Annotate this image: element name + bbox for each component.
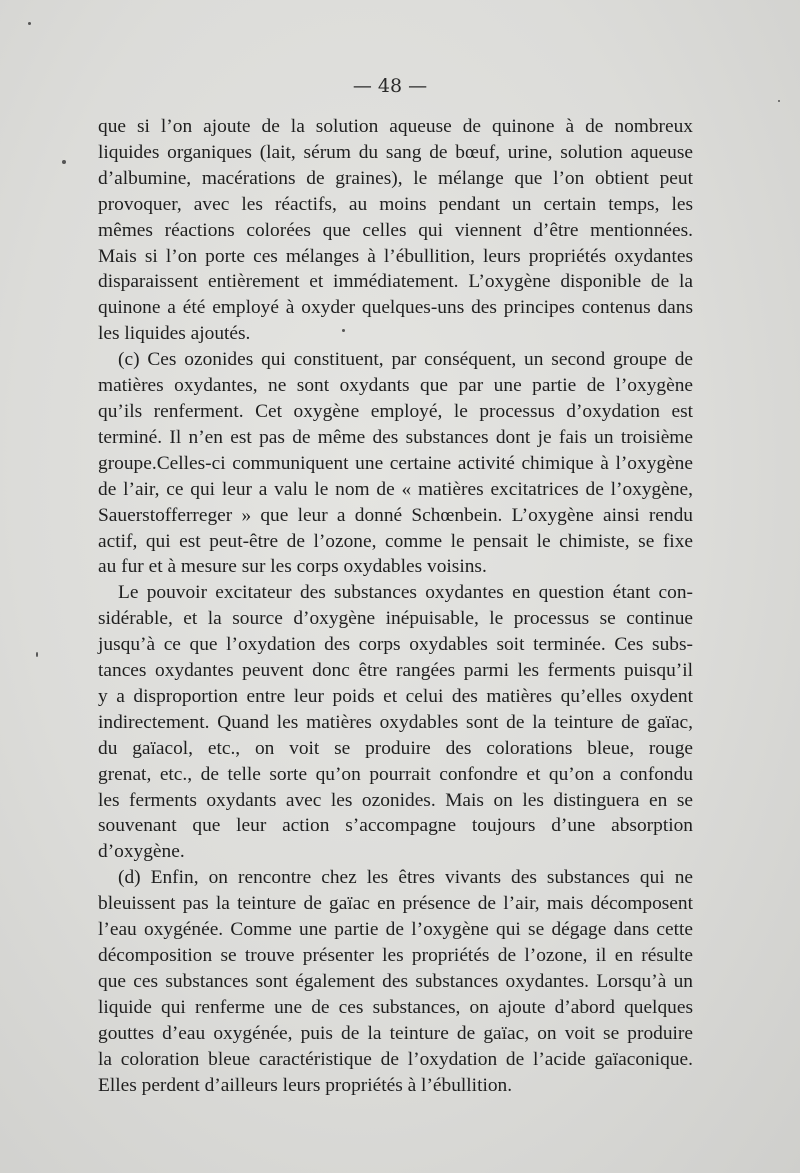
text-line: grenat, etc., de telle sorte qu’on pourrait confondre et qu’on a confondu xyxy=(98,763,693,785)
ink-speck xyxy=(62,160,66,164)
text-line: liquide qui renferme une de ces substances, on ajoute d’abord quelques xyxy=(98,996,693,1018)
text-line: y a disproportion entre leur poids et celui des matières qu’elles oxydent xyxy=(98,685,693,707)
ink-speck xyxy=(36,652,38,657)
text-line: quinone a été employé à oxyder quelques-uns des principes contenus dans xyxy=(98,297,693,319)
text-line: terminé. Il n’en est pas de même des substances dont je fais un troisième xyxy=(98,426,693,448)
text-line: jusqu’à ce que l’oxydation des corps oxydables soit terminée. Ces subs- xyxy=(98,634,693,656)
text-line: Le pouvoir excitateur des substances oxydantes en question étant con- xyxy=(118,582,693,604)
text-line: l’eau oxygénée. Comme une partie de l’oxygène qui se dégage dans cette xyxy=(98,919,693,941)
page-number: — 48 — xyxy=(352,75,428,97)
text-line: (d) Enfin, on rencontre chez les êtres vivants des substances qui ne xyxy=(118,867,693,889)
text-line: gouttes d’eau oxygénée, puis de la teinture de gaïac, on voit se produire xyxy=(98,1022,693,1044)
text-line: liquides organiques (lait, sérum du sang de bœuf, urine, solution aqueuse xyxy=(98,141,693,163)
text-line: d’oxygène. xyxy=(98,841,185,863)
text-line: bleuissent pas la teinture de gaïac en présence de l’air, mais décomposent xyxy=(98,893,693,915)
text-line: Mais si l’on porte ces mélanges à l’ébullition, leurs propriétés oxydantes xyxy=(98,245,693,267)
text-line: les ferments oxydants avec les ozonides. Mais on les distinguera en se xyxy=(98,789,693,811)
text-line: mêmes réactions colorées que celles qui viennent d’être mentionnées. xyxy=(98,219,693,241)
text-line: tances oxydantes peuvent donc être rangées parmi les ferments puisqu’il xyxy=(98,660,693,682)
text-line: la coloration bleue caractéristique de l’oxydation de l’acide gaïaconique. xyxy=(98,1048,693,1070)
text-line: souvenant que leur action s’accompagne toujours d’une absorption xyxy=(98,815,693,837)
text-line: indirectement. Quand les matières oxydables sont de la teinture de gaïac, xyxy=(98,711,693,733)
text-line: provoquer, avec les réactifs, au moins pendant un certain temps, les xyxy=(98,193,693,215)
text-line: groupe.Celles-ci communiquent une certaine activité chimique à l’oxygène xyxy=(98,452,693,474)
body-text xyxy=(98,114,693,1098)
ink-speck xyxy=(28,22,31,25)
text-line: que ces substances sont également des substances oxydantes. Lorsqu’à un xyxy=(98,970,693,992)
text-line: décomposition se trouve présenter les propriétés de l’ozone, il en résulte xyxy=(98,945,693,966)
text-line: (c) Ces ozonides qui constituent, par conséquent, un second groupe de xyxy=(118,349,693,371)
text-line: Elles perdent d’ailleurs leurs propriétés à l’ébullition. xyxy=(98,1074,513,1096)
text-line: les liquides ajoutés. xyxy=(98,323,251,345)
text-line: matières oxydantes, ne sont oxydants que par une partie de l’oxygène xyxy=(98,375,693,397)
text-line: de l’air, ce qui leur a valu le nom de « matières excitatrices de l’oxygène, xyxy=(98,478,693,500)
text-line: Sauerstofferreger » que leur a donné Schœnbein. L’oxygène ainsi rendu xyxy=(98,504,693,526)
text-line: disparaissent entièrement et immédiatement. L’oxygène disponible de la xyxy=(98,271,693,293)
text-line: actif, qui est peut-être de l’ozone, comme le pensait le chimiste, se fixe xyxy=(98,530,693,552)
text-line: du gaïacol, etc., on voit se produire des colorations bleue, rouge xyxy=(98,737,693,759)
text-line: que si l’on ajoute de la solution aqueuse de quinone à de nombreux xyxy=(98,116,693,137)
text-line: au fur et à mesure sur les corps oxydables voisins. xyxy=(98,556,487,578)
text-line: d’albumine, macérations de graines), le mélange que l’on obtient peut xyxy=(98,167,693,189)
text-line: sidérable, et la source d’oxygène inépuisable, le processus se continue xyxy=(98,608,693,630)
ink-speck xyxy=(778,100,780,102)
text-line: qu’ils renferment. Cet oxygène employé, le processus d’oxydation est xyxy=(98,400,693,422)
